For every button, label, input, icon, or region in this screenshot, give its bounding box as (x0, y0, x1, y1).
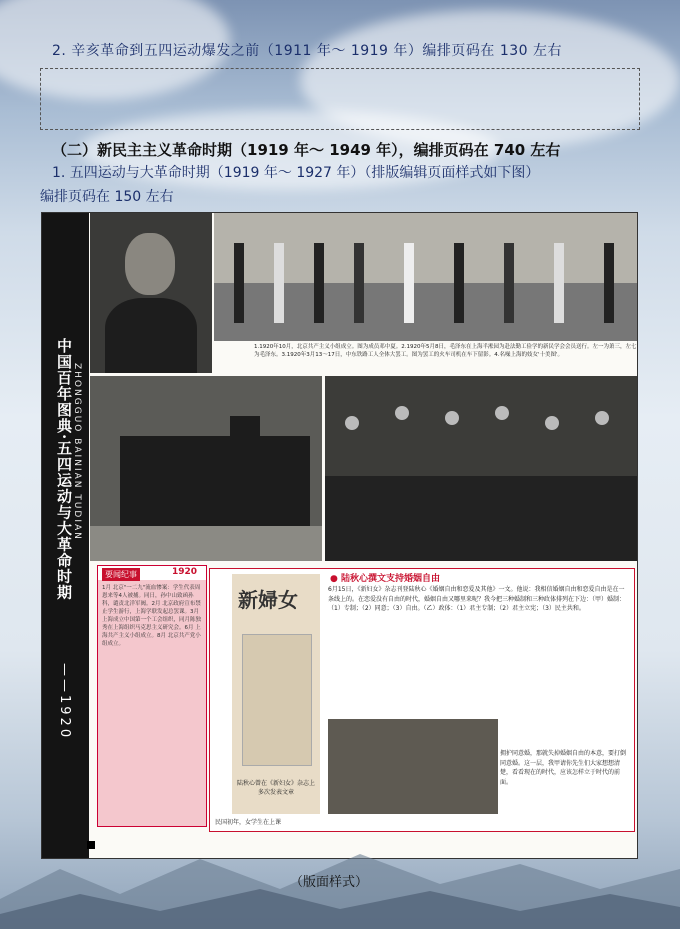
classroom-photo (328, 719, 498, 814)
sidebar-tag: 要闻纪事 (102, 568, 140, 581)
photo-captions: 1.1920年10月，北京共产主义小组成立。图为成员邓中夏。2.1920年5月8日，毛泽东在上海半淞园为赴法勤工俭学的新民学会会员送行。左一为萧三，左七为毛泽东。3.1920年3月13～17日，中东铁路工人全体大罢工。图为罢工的火车司机在车下留影。4.名噪上海的妓女'十美图'。 (254, 344, 637, 358)
layout-sample-page (41, 212, 638, 859)
group-photo (214, 213, 637, 341)
classroom-caption: 民国初年，女学生在上课 (215, 819, 282, 826)
spine-title: 中国百年图典·五四运动与大革命时期 (55, 338, 73, 601)
sidebar-year: 1920 (172, 567, 198, 577)
magazine-caption: 陆秋心曾在《新妇女》杂志上多次发表文章 (236, 780, 315, 796)
article-title: ● 陆秋心撰文支持婚姻自由 (330, 574, 440, 584)
section-2-item-1: 1. 五四运动与大革命时期（1919 年～ 1927 年）（排版编辑页面样式如下图） (52, 165, 540, 181)
page-caption: （版面样式） (290, 875, 369, 890)
sidebar-body: 1月 北京"一二九"流血惨案：学生代表周恩来等4人被捕。同日，孙中山致函孙科，谴责北洋军阀。2月 北京政府宣布禁止学生游行，上海学联发起总罢课。3月 上海成立中国第一个工会组织，同月陈独秀在上海组织马克思主义研究会。6月 上海共产主义小组成立。8月 北京共产党小组成立。 (102, 585, 202, 647)
article-body: 6月15日，《新妇女》杂志刊登陆秋心《婚姻自由和恋爱及其他》一文。他说：我相信婚姻自由和恋爱自由是在一条线上的。在恋爱没有自由的时代，婚姻自由又哪里来呢？我今把三种婚制和三种政体排列在下边：（甲）婚制：（1）专制；（2）同意；（3）自由。（乙）政体：（1）君主专制；（2）君主立宪；（3）民主共和。 (328, 586, 626, 612)
spine-pinyin: ZHONGGUO BAINIAN TUDIAN (72, 363, 82, 541)
magazine-title-art: 新婦女 (238, 588, 298, 612)
section-2-item-1-continued: 编排页码在 150 左右 (40, 189, 174, 205)
group-women-photo (325, 376, 637, 561)
article-body-right: 拥护同意婚，那就失掉婚姻自由的本意，要打倒同意婚。这一层，我甲请你先生们大家想想清楚，看看现在的时代，应该怎样立于时代的前面。 (500, 750, 627, 786)
magazine-cover (232, 574, 320, 814)
dashed-placeholder-box (40, 68, 640, 130)
heading-item-2: 2. 辛亥革命到五四运动爆发之前（1911 年～ 1919 年）编排页码在 130 左右 (52, 43, 563, 59)
portrait-photo (90, 213, 212, 373)
news-sidebar (97, 565, 207, 827)
page-spine (42, 213, 89, 858)
feature-article (209, 568, 635, 832)
section-2-title: （二）新民主主义革命时期（1919 年～ 1949 年），编排页码在 740 左右 (52, 141, 561, 159)
spine-year: ——1920 (57, 663, 72, 741)
locomotive-photo (90, 376, 322, 561)
